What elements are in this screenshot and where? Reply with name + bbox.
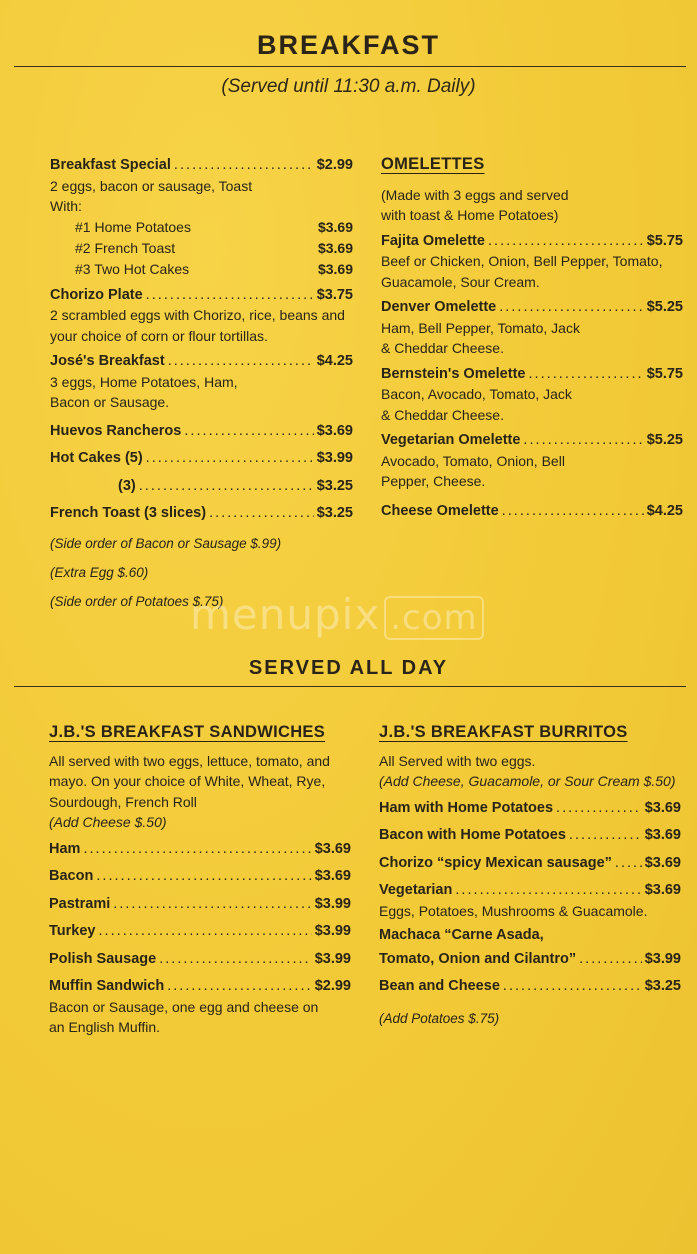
burritos-intro-note: (Add Cheese, Guacamole, or Sour Cream $.50)	[379, 773, 676, 789]
item-desc: 2 scrambled eggs with Chorizo, rice, beans and your choice of corn or flour tortillas.	[50, 307, 345, 344]
menu-item-machaca-burrito: Tomato, Onion and Cilantro” . . . $3.99	[379, 949, 681, 970]
omelettes-intro: with toast & Home Potatoes)	[381, 207, 559, 223]
menu-item-bean-cheese-burrito: Bean and Cheese . . . $3.25	[379, 976, 681, 997]
special-option: #2 French Toast $3.69	[75, 239, 353, 256]
menu-item-ham-burrito: Ham with Home Potatoes . . . $3.69	[379, 798, 681, 819]
served-all-day-title: SERVED ALL DAY	[248, 657, 449, 679]
omelettes-intro: (Made with 3 eggs and served	[381, 186, 569, 203]
burritos-intro: All Served with two eggs.	[379, 752, 536, 769]
breakfast-subtitle: (Served until 11:30 a.m. Daily)	[221, 76, 476, 97]
special-option: #1 Home Potatoes $3.69	[75, 218, 353, 235]
sandwiches-intro: All served with two eggs, lettuce, tomato, and mayo. On your choice of White, Wheat, Rye, Sourdough, French Roll	[49, 752, 330, 810]
menu-item-bacon-burrito: Bacon with Home Potatoes . . . $3.69	[379, 825, 681, 846]
item-desc: Bacon or Sausage.	[50, 394, 170, 410]
item-desc: 2 eggs, bacon or sausage, Toast	[50, 177, 253, 194]
item-desc: Bacon, Avocado, Tomato, Jack & Cheddar Cheese.	[381, 386, 572, 423]
side-note: (Side order of Bacon or Sausage $.99)	[50, 535, 282, 551]
menu-item-polish-sausage-sandwich: Polish Sausage . . . $3.99	[49, 949, 351, 970]
item-desc: 3 eggs, Home Potatoes, Ham,	[50, 373, 238, 390]
menu-item-turkey-sandwich: Turkey . . . $3.99	[49, 921, 351, 942]
menu-item-muffin-sandwich: Muffin Sandwich . . . $2.99	[49, 976, 351, 997]
menu-item-bernsteins-omelette: Bernstein's Omelette . . . $5.75	[381, 364, 683, 385]
menu-item-hot-cakes-3: (3) . . . $3.25	[50, 476, 353, 497]
sandwiches-intro-note: (Add Cheese $.50)	[49, 814, 167, 830]
item-desc: Bacon or Sausage, one egg and cheese on an English Muffin.	[49, 998, 319, 1035]
menu-item-hot-cakes-5: Hot Cakes (5) . . . $3.99	[50, 448, 353, 469]
sandwiches-column	[49, 722, 351, 1038]
menu-item-denver-omelette: Denver Omelette . . . $5.25	[381, 297, 683, 318]
burrito-note: (Add Potatoes $.75)	[379, 1010, 500, 1026]
item-desc: Beef or Chicken, Onion, Bell Pepper, Tomato, Guacamole, Sour Cream.	[381, 253, 663, 290]
menupix-watermark: menupix .com	[190, 590, 484, 640]
item-desc: Avocado, Tomato, Onion, Bell Pepper, Cheese.	[381, 452, 565, 489]
breakfast-rule	[14, 66, 686, 67]
breakfast-left-column	[50, 150, 353, 612]
breakfast-title: BREAKFAST	[256, 30, 440, 60]
side-note: (Extra Egg $.60)	[50, 564, 149, 580]
menu-item-bacon-sandwich: Bacon . . . $3.69	[49, 866, 351, 887]
omelettes-column	[381, 154, 683, 521]
burritos-heading: J.B.'S BREAKFAST BURRITOS	[379, 723, 628, 741]
menu-item-cheese-omelette: Cheese Omelette . . . $4.25	[381, 501, 683, 522]
all-day-rule	[14, 686, 686, 687]
special-option: #3 Two Hot Cakes $3.69	[75, 260, 353, 277]
menu-item-vegetarian-burrito: Vegetarian . . . $3.69	[379, 880, 681, 901]
menu-item-machaca-line: Machaca “Carne Asada,	[379, 927, 544, 943]
item-desc: Eggs, Potatoes, Mushrooms & Guacamole.	[379, 902, 648, 919]
item-desc: With:	[50, 198, 82, 214]
menu-item-vegetarian-omelette: Vegetarian Omelette . . . $5.25	[381, 430, 683, 451]
menu-item-fajita-omelette: Fajita Omelette . . . $5.75	[381, 231, 683, 252]
menu-item-pastrami-sandwich: Pastrami . . . $3.99	[49, 894, 351, 915]
menu-item-french-toast: French Toast (3 slices) . . . $3.25	[50, 503, 353, 524]
sandwiches-heading: J.B.'S BREAKFAST SANDWICHES	[49, 723, 326, 741]
burritos-column	[379, 722, 681, 1029]
menu-item-breakfast-special: Breakfast Special . . . $2.99	[50, 155, 353, 176]
menu-item-ham-sandwich: Ham . . . $3.69	[49, 839, 351, 860]
menu-item-chorizo-plate: Chorizo Plate . . . $3.75	[50, 285, 353, 306]
menu-item-huevos-rancheros: Huevos Rancheros . . . $3.69	[50, 421, 353, 442]
menu-item-joses-breakfast: José's Breakfast . . . $4.25	[50, 351, 353, 372]
item-desc: Ham, Bell Pepper, Tomato, Jack & Cheddar Cheese.	[381, 319, 580, 356]
omelettes-heading: OMELETTES	[381, 155, 485, 173]
menu-item-chorizo-burrito: Chorizo “spicy Mexican sausage” . . . $3.69	[379, 853, 681, 874]
side-note: (Side order of Potatoes $.75)	[50, 593, 224, 609]
